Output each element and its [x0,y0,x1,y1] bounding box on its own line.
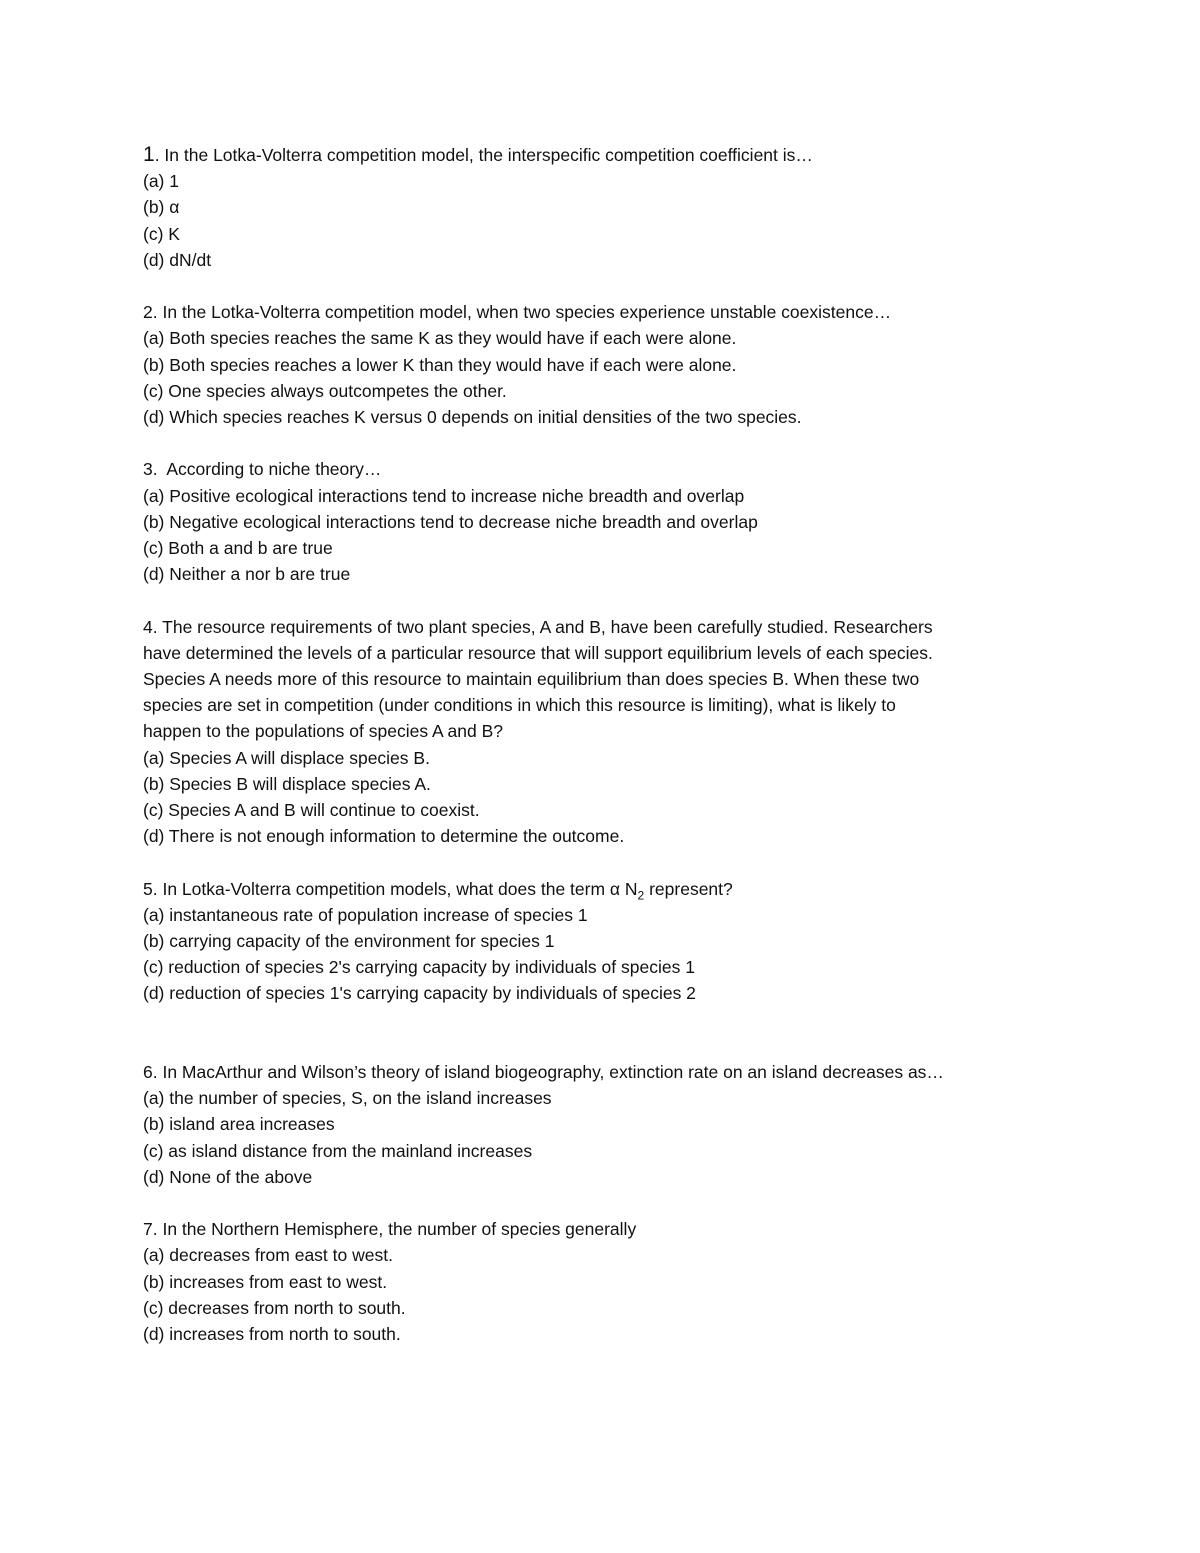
question-stem [143,1216,1083,1242]
answer-option-d: (d) dN/dt [143,249,212,270]
answer-option-d: (d) Neither a nor b are true [143,564,351,585]
answer-option-a: (a) Species A will displace species B. [143,747,430,768]
question-stem [143,456,1083,482]
question-number: 2. [143,302,158,323]
subscript-2: 2 [637,888,645,903]
answer-option-a: (a) 1 [143,171,179,192]
answer-option-d: (d) There is not enough information to determine the outcome. [143,826,625,847]
answer-option-d: (d) increases from north to south. [143,1324,401,1345]
answer-option-d: (d) Which species reaches K versus 0 depends on initial densities of the two species. [143,407,802,428]
answer-option-b: (b) island area increases [143,1114,335,1135]
question-4 [143,614,1083,850]
question-stem [143,299,1083,325]
question-stem [143,1059,1083,1085]
answer-option-a: (a) the number of species, S, on the island increases [143,1088,552,1109]
question-7 [143,1216,1083,1347]
question-text: In the Lotka-Volterra competition model, when two species experience unstable coexistence… [157,302,892,323]
question-text-end: represent? [644,878,733,899]
answer-option-c: (c) reduction of species 2's carrying capacity by individuals of species 1 [143,957,695,978]
answer-option-b: (b) α [143,197,180,218]
question-stem-line-3: Species A needs more of this resource to maintain equilibrium than does species B. When these two [143,669,920,690]
question-text: In MacArthur and Wilson’s theory of island biogeography, extinction rate on an island decreases as… [157,1062,944,1083]
question-6 [143,1059,1083,1190]
answer-option-d: (d) None of the above [143,1166,313,1187]
answer-option-d: (d) reduction of species 1's carrying capacity by individuals of species 2 [143,983,696,1004]
answer-option-c: (c) Both a and b are true [143,538,333,559]
question-3 [143,456,1083,587]
question-1 [143,142,1083,273]
answer-option-a: (a) Positive ecological interactions tend to increase niche breadth and overlap [143,485,745,506]
question-text: In the Lotka-Volterra competition model, the interspecific competition coefficient is… [159,145,813,165]
answer-option-a: (a) Both species reaches the same K as they would have if each were alone. [143,328,737,349]
question-number: 7. [143,1219,158,1240]
question-text: In the Northern Hemisphere, the number of species generally [157,1219,637,1240]
question-number: 5. [143,878,158,899]
answer-option-b: (b) Negative ecological interactions tend to decrease niche breadth and overlap [143,511,758,532]
answer-option-c: (c) Species A and B will continue to coexist. [143,800,480,821]
question-number: 4. [143,616,158,637]
question-stem-line-2: have determined the levels of a particular resource that will support equilibrium levels of each species. [143,642,933,663]
question-number: 1 [143,143,155,166]
answer-option-a: (a) decreases from east to west. [143,1245,393,1266]
answer-option-c: (c) decreases from north to south. [143,1297,406,1318]
answer-option-a: (a) instantaneous rate of population increase of species 1 [143,904,588,925]
question-text: According to niche theory… [157,459,382,480]
question-stem [143,876,1083,902]
question-text: The resource requirements of two plant species, A and B, have been carefully studied. Researchers [157,616,933,637]
question-text: In Lotka-Volterra competition models, what does the term α N [157,878,638,899]
answer-option-b: (b) Species B will displace species A. [143,773,431,794]
question-number: 3. [143,459,158,480]
worksheet-page [143,142,1083,1373]
answer-option-c: (c) K [143,223,180,244]
question-stem-line-5: happen to the populations of species A and B? [143,721,504,742]
answer-option-c: (c) as island distance from the mainland increases [143,1140,533,1161]
question-stem-line-1 [143,614,1083,640]
question-stem-line-4: species are set in competition (under conditions in which this resource is limiting), what is likely to [143,695,896,716]
answer-option-b: (b) increases from east to west. [143,1271,388,1292]
answer-option-c: (c) One species always outcompetes the other. [143,380,507,401]
question-2 [143,299,1083,430]
answer-option-b: (b) Both species reaches a lower K than they would have if each were alone. [143,354,737,375]
question-number: 6. [143,1062,158,1083]
answer-option-b: (b) carrying capacity of the environment for species 1 [143,931,555,952]
question-stem [143,142,1083,168]
question-number-suffix: . [154,145,160,165]
question-5 [143,876,1083,1007]
